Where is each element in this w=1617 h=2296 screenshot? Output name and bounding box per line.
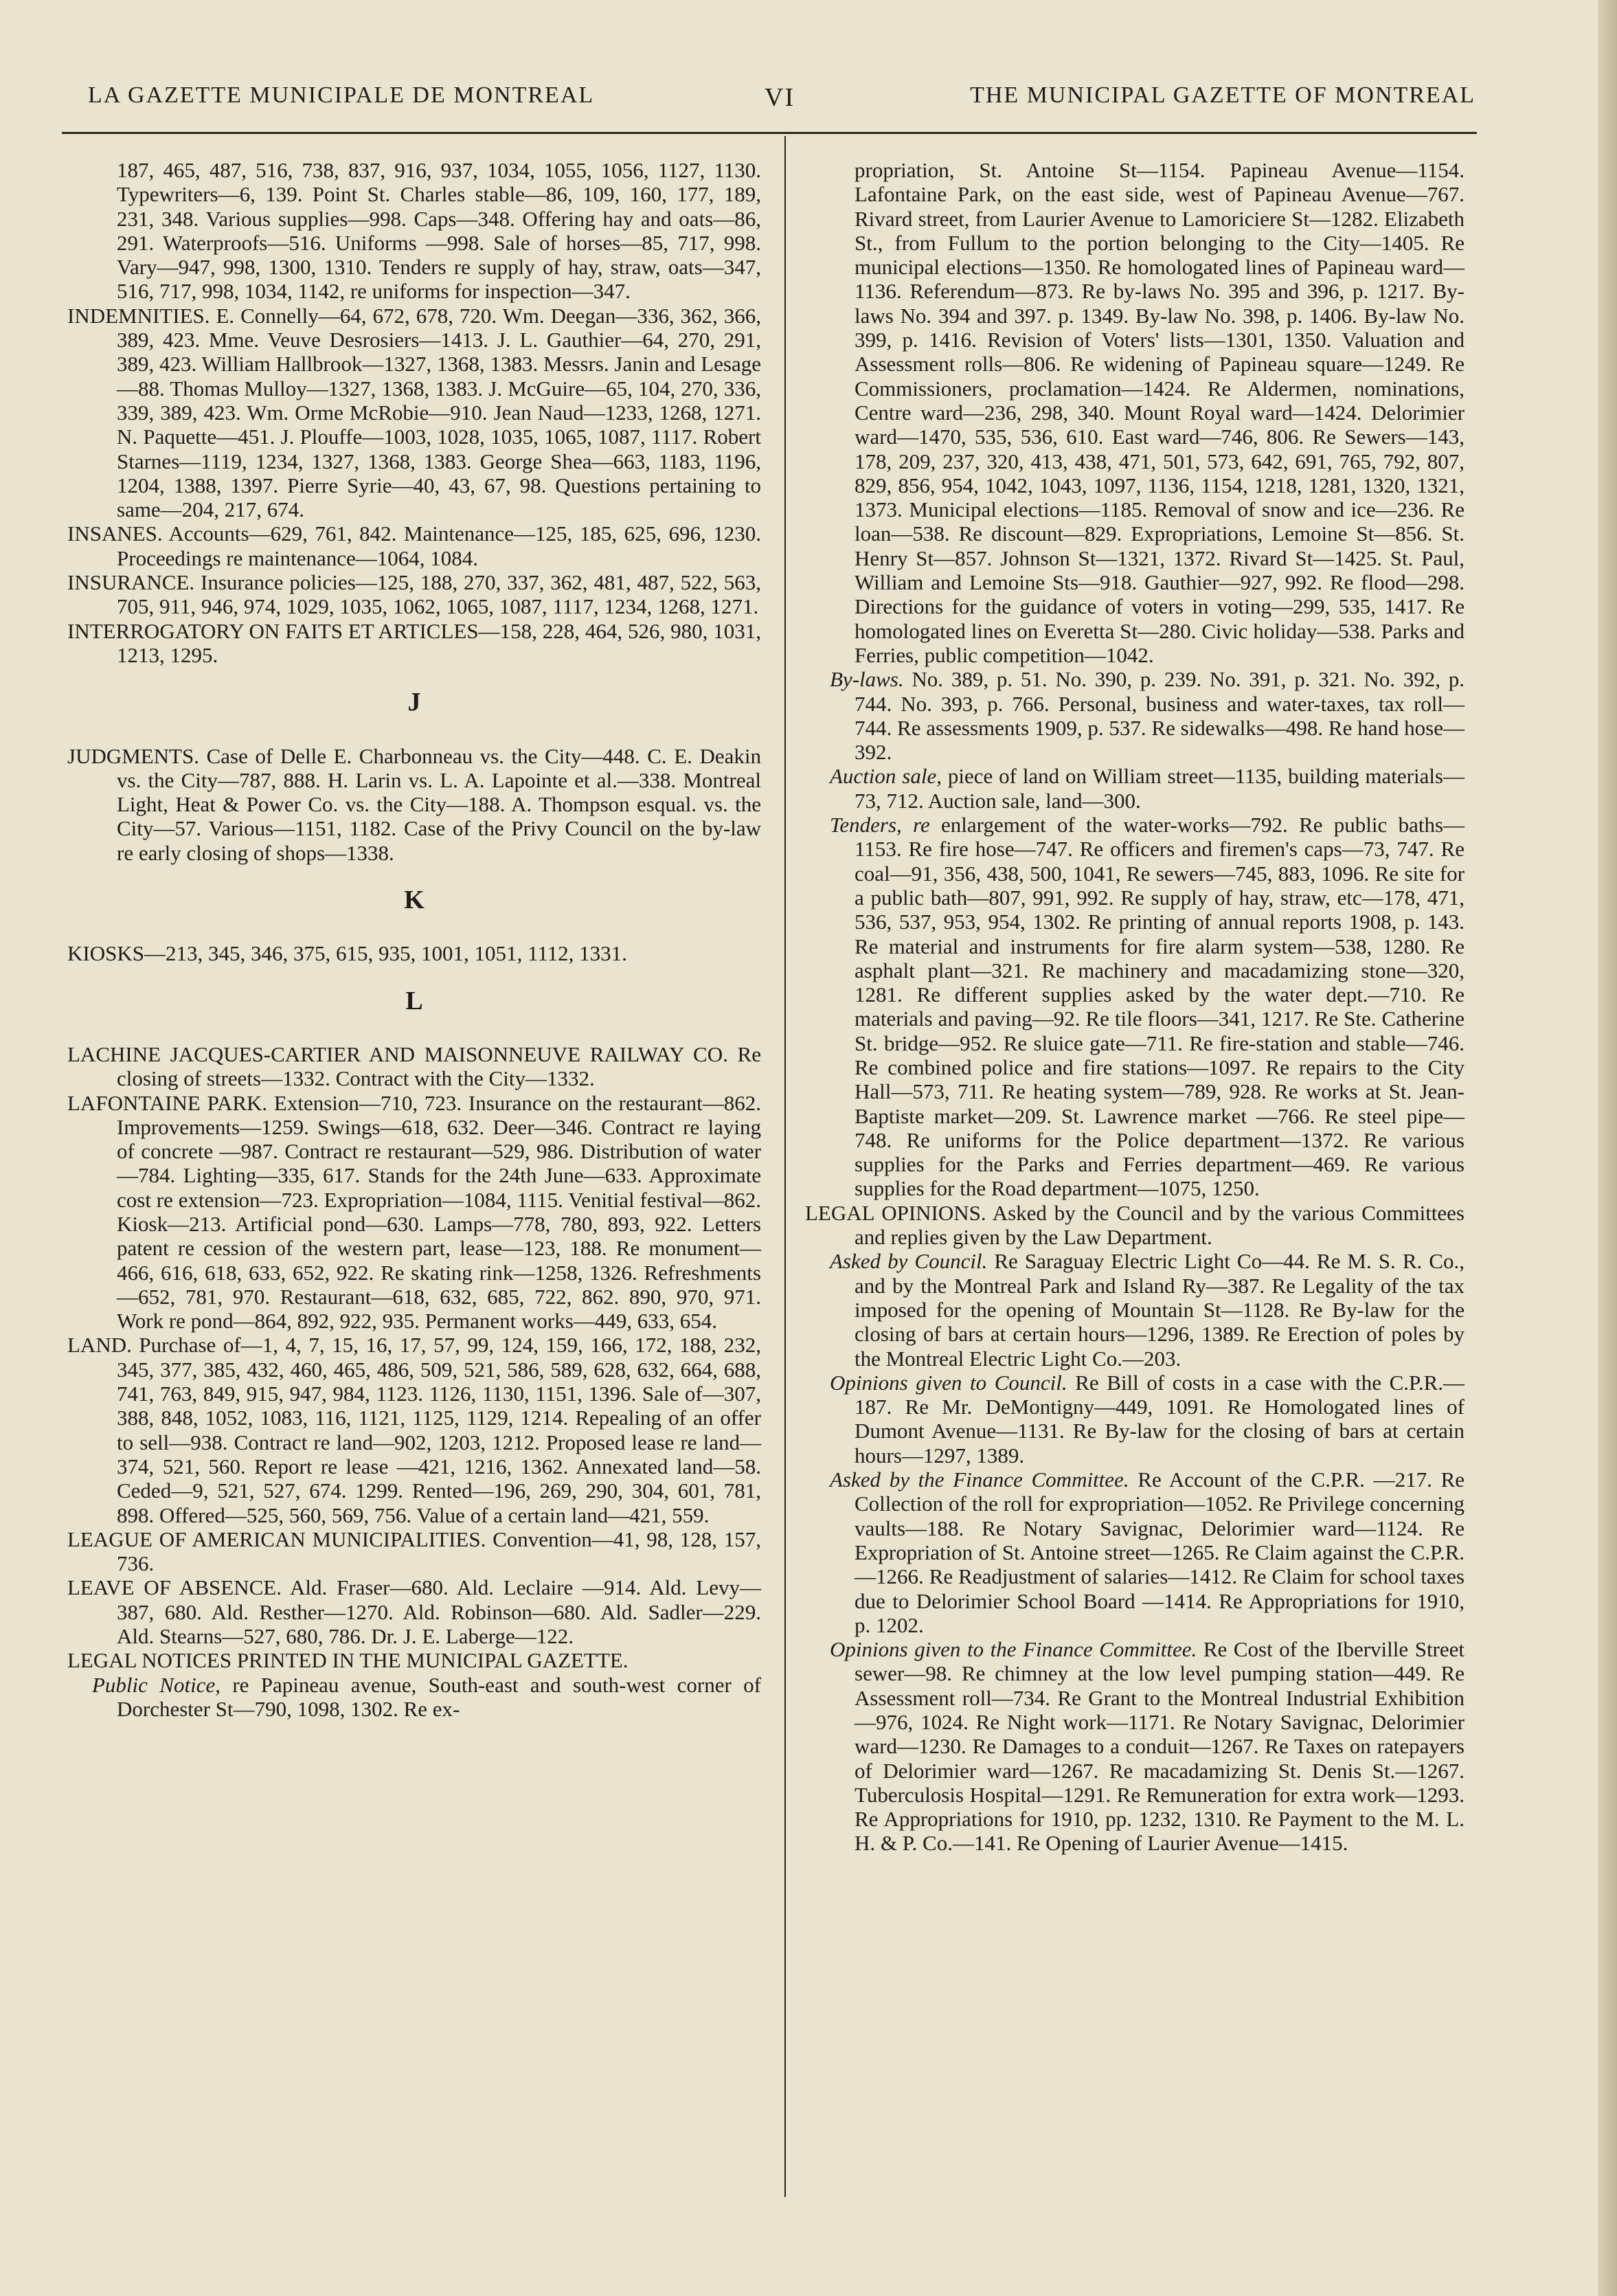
- index-entry-legal-notices: LEGAL NOTICES PRINTED IN THE MUNICIPAL GAZETTE.: [67, 1648, 629, 1673]
- sub-entry-opinions-to-council: [805, 1371, 1465, 1467]
- index-entry-leave: LEAVE OF ABSENCE. Ald. Fraser—680. Ald. Leclaire —914. Ald. Levy—387, 680. Ald. Resther—1270. Ald. Robinson—680. Ald. Sadler—229. Ald. Stearns—527, 680, 786. Dr. J. E. Laberge—122.: [67, 1575, 761, 1649]
- sub-entry-text: enlargement of the water-works—792. Re public baths—1153. Re fire hose—747. Re officers and firemen's caps—73, 747. Re coal—91, 356, 438, 500, 1041, Re sewers—745, 883, 1096. Re site for a public bath—807, 991, 992. Re supply of hay, straw, etc—178, 471, 536, 537, 953, 954, 1302. Re printing of annual reports 1908, p. 143. Re material and instruments for fire alarm system—538, 1280. Re asphalt plant—321. Re machinery and macadamizing stone—320, 1281. Re different supplies asked by the water dept.—710. Re materials and paving—92. Re tile floors—341, 1217. Re Ste. Catherine St. bridge—952. Re sluice gate—711. Re fire-station and stable—746. Re combined police and fire stations—1097. Re repairs to the City Hall—573, 711. Re heating system—789, 928. Re works at St. Jean-Baptiste market—209. St. Lawrence market —766. Re steel pipe—748. Re uniforms for the Police department—1372. Re various supplies for the Parks and Ferries department—469. Re various supplies for the Road department—1075, 1250.: [855, 813, 1465, 1201]
- sub-entry-text: Re Account of the C.P.R. —217. Re Collection of the roll for expropriation—1052. Re Privilege concerning vaults—188. Re Notary Savignac, Delorimier ward—1124. Re Expropriation of St. Antoine street—1265. Re Claim against the C.P.R.—1266. Re Readjustment of salaries—1412. Re Claim for school taxes due to Delorimier School Board —1414. Re Appropriations for 1910, p. 1202.: [855, 1467, 1465, 1637]
- section-letter-j: J: [407, 688, 421, 717]
- index-entry-interrogatory: INTERROGATORY ON FAITS ET ARTICLES—158, 228, 464, 526, 980, 1031, 1213, 1295.: [67, 618, 761, 667]
- index-entry-league: LEAGUE OF AMERICAN MUNICIPALITIES. Convention—41, 98, 128, 157, 736.: [67, 1527, 761, 1576]
- sub-entry-public-notice: [67, 1673, 761, 1722]
- page-edge: [1598, 0, 1617, 2296]
- sub-entry-text: piece of land on William street—1135, building materials—73, 712. Auction sale, land—300.: [855, 764, 1465, 813]
- sub-entry-text: Re Bill of costs in a case with the C.P.R.—187. Re Mr. DeMontigny—449, 1091. Re Homologated lines of Dumont Avenue—1131. Re By-law for the closing of bars at certain hours—1297, 1389.: [855, 1370, 1465, 1467]
- right-column: [805, 158, 1465, 1856]
- sub-entry-label: Public Notice,: [92, 1672, 220, 1697]
- sub-entry-text: No. 389, p. 51. No. 390, p. 239. No. 391, p. 321. No. 392, p. 744. No. 393, p. 766. Personal, business and water-taxes, tax roll—744. Re assessments 1909, p. 537. Re sidewalks—498. Re hand hose—392.: [855, 667, 1465, 765]
- sub-entry-label: Asked by Council.: [830, 1249, 988, 1274]
- index-entry-legal-opinions: LEGAL OPINIONS. Asked by the Council and by the various Committees and replies given by the Law Department.: [805, 1200, 1465, 1250]
- header-french-title: LA GAZETTE MUNICIPALE DE MONTREAL: [88, 82, 595, 108]
- sub-entry-label: Auction sale,: [830, 764, 942, 789]
- sub-entry-asked-by-finance: [805, 1467, 1465, 1637]
- sub-entry-label: Tenders, re: [830, 813, 930, 837]
- sub-entry-label: By-laws.: [830, 667, 904, 692]
- sub-entry-text: Re Cost of the Iberville Street sewer—98. Re chimney at the low level pumping station—449. Re Assessment roll—734. Re Grant to the Montreal Industrial Exhibition—976, 1024. Re Night work—1171. Re Notary Savignac, Delorimier ward—1230. Re Damages to a conduit—1267. Re Taxes on ratepayers of Delorimier ward—1267. Re macadamizing St. Denis St.—1267. Tuberculosis Hospital—1291. Re Remuneration for extra work—1293. Re Appropriations for 1910, pp. 1232, 1310. Re Payment to the M. L. H. & P. Co.—141. Re Opening of Laurier Avenue—1415.: [855, 1637, 1465, 1856]
- sub-entry-opinions-to-finance: [805, 1637, 1465, 1856]
- index-entry-lafontaine: LAFONTAINE PARK. Extension—710, 723. Insurance on the restaurant—862. Improvements—1259. Swings—618, 632. Deer—346. Contract re laying of concrete —987. Contract re restaurant—529, 986. Distribution of water—784. Lighting—335, 617. Stands for the 24th June—633. Approximate cost re extension—723. Expropriation—1084, 1115. Venitial festival—862. Kiosk—213. Artificial pond—630. Lamps—778, 780, 893, 922. Letters patent re cession of the western part, lease—123, 188. Re monument—466, 616, 618, 633, 652, 922. Re skating rink—1258, 1326. Refreshments—652, 781, 970. Restaurant—618, 632, 685, 722, 862. 890, 970, 971. Work re pond—864, 892, 922, 935. Permanent works—449, 633, 654.: [67, 1090, 761, 1333]
- sub-entry-text: Re Saraguay Electric Light Co—44. Re M. S. R. Co., and by the Montreal Park and Island Ry—387. Re Legality of the tax imposed for the opening of Mountain St—1128. Re By-law for the closing of bars at certain hours—1296, 1389. Re Erection of poles by the Montreal Electric Light Co.—203.: [855, 1249, 1465, 1371]
- left-column: [67, 158, 761, 1721]
- sub-entry-tenders: [805, 813, 1465, 1201]
- sub-entry-label: Opinions given to Council.: [830, 1370, 1067, 1395]
- section-letter-k: K: [404, 886, 425, 915]
- sub-entry-text: re Papineau avenue, South-east and south-west corner of Dorchester St—790, 1098, 1302. Re ex-: [117, 1672, 762, 1721]
- header-english-title: THE MUNICIPAL GAZETTE OF MONTREAL: [970, 82, 1475, 108]
- index-entry-insurance: INSURANCE. Insurance policies—125, 188, 270, 337, 362, 481, 487, 522, 563, 705, 911, 946, 974, 1029, 1035, 1062, 1065, 1087, 1117, 1234, 1268, 1271.: [67, 570, 761, 619]
- index-entry-lachine: LACHINE JACQUES-CARTIER AND MAISONNEUVE RAILWAY CO. Re closing of streets—1332. Contract with the City—1332.: [67, 1042, 761, 1091]
- index-entry-supplies-continued: 187, 465, 487, 516, 738, 837, 916, 937, 1034, 1055, 1056, 1127, 1130. Typewriters—6, 139. Point St. Charles stable—86, 109, 160, 177, 189, 231, 348. Various supplies—998. Caps—348. Offering hay and oats—86, 291. Waterproofs—516. Uniforms —998. Sale of horses—85, 717, 998. Vary—947, 998, 1300, 1310. Tenders re supply of hay, straw, oats—347, 516, 717, 998, 1034, 1142, re uniforms for inspection—347.: [117, 158, 761, 304]
- page-number: VI: [765, 83, 795, 112]
- page-header: [88, 82, 1475, 124]
- section-letter-l: L: [405, 986, 423, 1015]
- sub-entry-auction: [805, 764, 1465, 813]
- header-rule: [62, 132, 1477, 134]
- column-divider: [784, 136, 786, 2197]
- sub-entry-asked-by-council: [805, 1249, 1465, 1370]
- index-entry-kiosks: KIOSKS—213, 345, 346, 375, 615, 935, 1001, 1051, 1112, 1331.: [67, 941, 627, 966]
- index-entry-insanes: INSANES. Accounts—629, 761, 842. Maintenance—125, 185, 625, 696, 1230. Proceedings re maintenance—1064, 1084.: [67, 521, 761, 570]
- index-entry-judgments: JUDGMENTS. Case of Delle E. Charbonneau vs. the City—448. C. E. Deakin vs. the City—787, 888. H. Larin vs. L. A. Lapointe et al.—338. Montreal Light, Heat & Power Co. vs. the City—188. A. Thompson esqual. vs. the City—57. Various—1151, 1182. Case of the Privy Council on the by-law re early closing of shops—1338.: [67, 743, 761, 865]
- index-entry-indemnities: INDEMNITIES. E. Connelly—64, 672, 678, 720. Wm. Deegan—336, 362, 366, 389, 423. Mme. Veuve Desrosiers—1413. J. L. Gauthier—64, 270, 291, 389, 423. William Hallbrook—1327, 1368, 1383. Messrs. Janin and Lesage—88. Thomas Mulloy—1327, 1368, 1383. J. McGuire—65, 104, 270, 336, 339, 389, 423. Wm. Orme McRobie—910. Jean Naud—1233, 1268, 1271. N. Paquette—451. J. Plouffe—1003, 1028, 1035, 1065, 1087, 1117. Robert Starnes—1119, 1234, 1327, 1368, 1383. George Shea—663, 1183, 1196, 1204, 1388, 1397. Pierre Syrie—40, 43, 67, 98. Questions pertaining to same—204, 217, 674.: [67, 303, 761, 522]
- sub-entry-label: Asked by the Finance Committee.: [830, 1467, 1129, 1492]
- sub-entry-label: Opinions given to the Finance Committee.: [830, 1637, 1197, 1662]
- index-entry-land: LAND. Purchase of—1, 4, 7, 15, 16, 17, 57, 99, 124, 159, 166, 172, 188, 232, 345, 377, 385, 432, 460, 465, 486, 509, 521, 586, 589, 628, 632, 664, 688, 741, 763, 849, 915, 947, 984, 1123. 1126, 1130, 1151, 1396. Sale of—307, 388, 848, 1052, 1083, 116, 1121, 1125, 1129, 1214. Repealing of an offer to sell—938. Contract re land—902, 1203, 1212. Proposed lease re land—374, 521, 560. Report re lease —421, 1216, 1362. Annexated land—58. Ceded—9, 521, 527, 674. 1299. Rented—196, 269, 290, 304, 601, 781, 898. Offered—525, 560, 569, 756. Value of a certain land—421, 559.: [67, 1333, 761, 1527]
- sub-entry-bylaws: [805, 667, 1465, 764]
- index-entry-expropriation-continued: propriation, St. Antoine St—1154. Papineau Avenue—1154. Lafontaine Park, on the east side, west of Papineau Avenue—767. Rivard street, from Laurier Avenue to Lamoriciere St—1282. Elizabeth St., from Fullum to the portion belonging to the City—1405. Re municipal elections—1350. Re homologated lines of Papineau ward—1136. Referendum—873. Re by-laws No. 395 and 396, p. 1217. By-laws No. 394 and 397. p. 1349. By-law No. 398, p. 1406. By-law No. 399, p. 1416. Revision of Voters' lists—1301, 1350. Valuation and Assessment rolls—806. Re widening of Papineau square—1249. Re Commissioners, proclamation—1424. Re Aldermen, nominations, Centre ward—236, 298, 340. Mount Royal ward—1424. Delorimier ward—1470, 535, 536, 610. East ward—746, 806. Re Sewers—143, 178, 209, 237, 320, 413, 438, 471, 501, 573, 642, 691, 765, 792, 807, 829, 856, 954, 1042, 1043, 1097, 1136, 1154, 1218, 1281, 1320, 1321, 1373. Municipal elections—1185. Removal of snow and ice—236. Re loan—538. Re discount—829. Expropriations, Lemoine St—856. St. Henry St—857. Johnson St—1321, 1372. Rivard St—1425. St. Paul, William and Lemoine Sts—918. Gauthier—927, 992. Re flood—298. Directions for the guidance of voters in voting—299, 535, 1417. Re homologated lines on Everetta St—280. Civic holiday—538. Parks and Ferries, public competition—1042.: [855, 158, 1465, 667]
